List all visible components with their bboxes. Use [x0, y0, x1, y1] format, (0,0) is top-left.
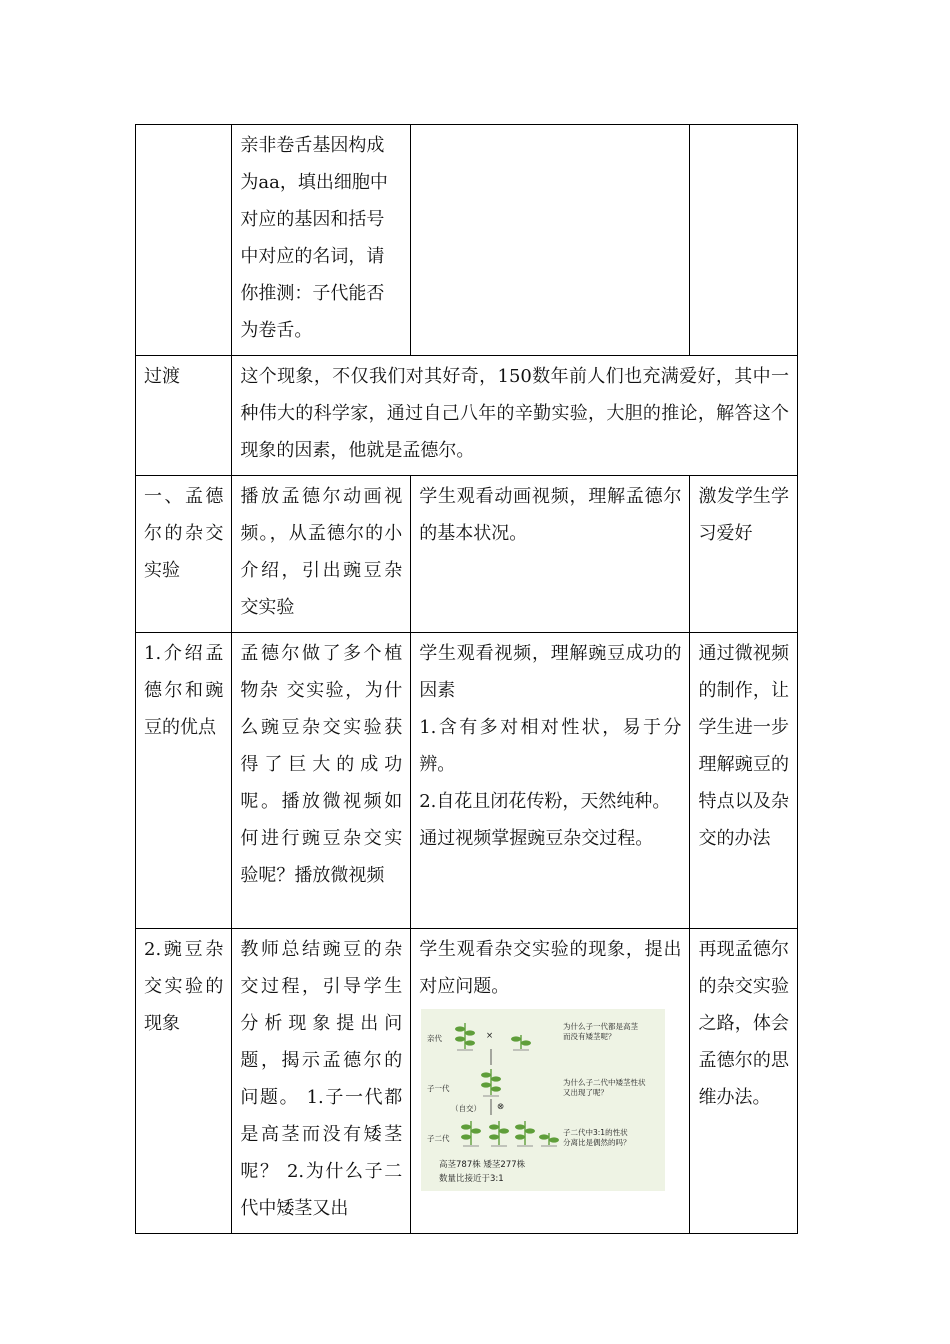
plant-count-text: 高茎787株 矮茎277株	[439, 1160, 526, 1170]
table-row	[136, 633, 798, 929]
self-cross-label: （自交）	[451, 1104, 482, 1113]
stage-cell: 1.介绍孟德尔和豌豆的优点	[136, 633, 232, 929]
self-cross-symbol: ⊗	[497, 1102, 505, 1112]
ratio-text: 数量比接近于3:1	[439, 1174, 504, 1184]
question-1-line-2: 而没有矮茎呢？	[563, 1032, 616, 1041]
cross-symbol: ×	[486, 1031, 494, 1041]
parent-generation-label: 亲代	[427, 1034, 443, 1043]
table-row	[136, 476, 798, 633]
student-activity-cell	[411, 125, 690, 356]
student-line: 学生观看视频，理解豌豆成功的因素	[419, 643, 682, 701]
student-activity-cell	[411, 929, 690, 1234]
stage-cell: 2.豌豆杂交实验的现象	[136, 929, 232, 1234]
question-1-line-1: 为什么子一代都是高茎	[563, 1022, 639, 1031]
teacher-activity-cell: 播放孟德尔动画视频。，从孟德尔的小介绍，引出豌豆杂交实验	[232, 476, 411, 633]
lesson-plan-table	[135, 124, 798, 1234]
table-row	[136, 929, 798, 1234]
stage-cell: 一、孟德尔的杂交实验	[136, 476, 232, 633]
design-intent-cell: 再现孟德尔的杂交实验之路，体会孟德尔的思维办法。	[690, 929, 798, 1234]
student-line: 通过视频掌握豌豆杂交过程。	[419, 828, 654, 849]
teacher-activity-cell: 教师总结豌豆的杂交过程，引导学生分析现象提出问题，揭示孟德尔的问题。 1.子一代都是高茎而没有矮茎呢？ 2.为什么子二代中矮茎又出	[232, 929, 411, 1234]
design-intent-cell: 激发学生学习爱好	[690, 476, 798, 633]
question-3-line-1: 子二代中3:1的性状	[563, 1128, 628, 1137]
pea-cross-diagram	[421, 1009, 665, 1191]
transition-text-cell: 这个现象，不仅我们对其好奇，150数年前人们也充满爱好，其中一种伟大的科学家，通过自己八年的辛勤实验，大胆的推论，解答这个现象的因素，他就是孟德尔。	[232, 356, 798, 476]
question-3-line-2: 分离比是偶然的吗？	[563, 1138, 631, 1147]
student-activity-cell: 学生观看动画视频，理解孟德尔的基本状况。	[411, 476, 690, 633]
f2-generation-label: 子二代	[427, 1134, 450, 1143]
f1-generation-label: 子一代	[427, 1084, 450, 1093]
table-row	[136, 356, 798, 476]
question-2-line-2: 又出现了呢？	[563, 1088, 609, 1097]
teacher-activity-cell: 孟德尔做了多个植物杂 交实验，为什么豌豆杂交实验获得了巨大的成功呢。播放微视频如何进行豌豆杂交实验呢？播放微视频	[232, 633, 411, 929]
student-line: 1.含有多对相对性状，易于分辨。	[419, 717, 682, 775]
design-intent-cell	[690, 125, 798, 356]
student-activity-cell	[411, 633, 690, 929]
student-line: 2.自花且闭花传粉，天然纯种。	[419, 791, 671, 812]
table-row	[136, 125, 798, 356]
design-intent-cell: 通过微视频的制作，让学生进一步理解豌豆的特点以及杂交的办法	[690, 633, 798, 929]
student-line: 学生观看杂交实验的现象，提出对应问题。	[419, 939, 682, 997]
teacher-activity-cell: 亲非卷舌基因构成为aa，填出细胞中对应的基因和括号中对应的名词，请你推测：子代能否为卷舌。	[232, 125, 411, 356]
stage-cell: 过渡	[136, 356, 232, 476]
question-2-line-1: 为什么子二代中矮茎性状	[563, 1078, 646, 1087]
stage-cell	[136, 125, 232, 356]
